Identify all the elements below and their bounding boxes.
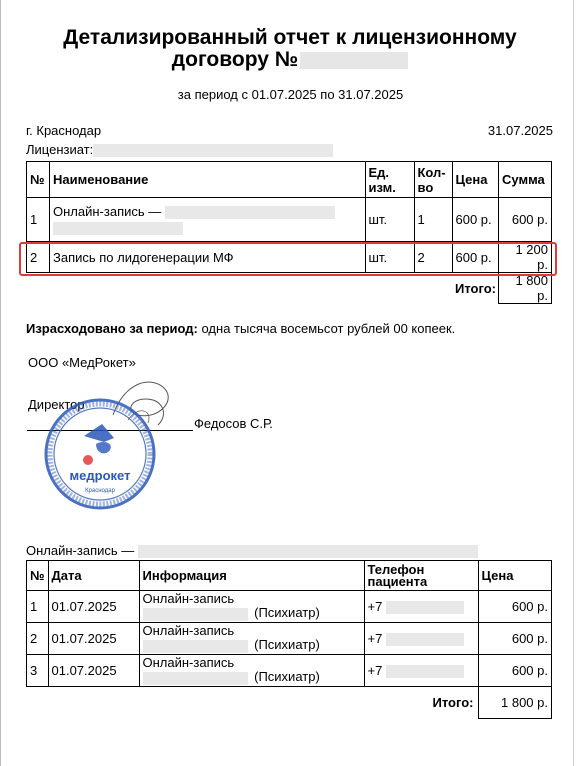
row-date: 01.07.2025 <box>48 623 139 655</box>
redacted-licensee <box>93 144 333 157</box>
spent-text: одна тысяча восемьсот рублей 00 копеек. <box>201 321 456 336</box>
row-phone <box>364 655 478 687</box>
col-header-qty: Кол-во <box>414 162 452 198</box>
row-info <box>139 623 364 655</box>
row-num: 1 <box>27 591 49 623</box>
row-unit: шт. <box>365 242 414 273</box>
row-num: 3 <box>27 655 49 687</box>
redacted-doctor <box>143 672 248 685</box>
director-position: Директор <box>28 397 85 412</box>
col-header-info: Информация <box>139 561 364 591</box>
licensee-label: Лицензиат: <box>26 142 94 157</box>
row-num: 2 <box>27 242 50 273</box>
col-header-phone: Телефон пациента <box>364 561 478 591</box>
document-title-text: Детализированный отчет к лицензионному договору № <box>63 26 517 71</box>
redacted-phone <box>386 601 464 614</box>
stamp-brand: медрокет <box>69 468 131 483</box>
row-info <box>139 591 364 623</box>
city: г. Краснодар <box>26 123 102 138</box>
redacted-contract-number <box>300 52 408 69</box>
records-table <box>26 560 552 719</box>
total-label: Итого: <box>432 695 474 710</box>
row-info-text: Онлайн-запись <box>142 655 235 671</box>
row-phone-prefix: +7 <box>367 662 383 678</box>
row-specialty: (Психиатр) <box>254 669 320 685</box>
row-date: 01.07.2025 <box>48 655 139 687</box>
total-value: 1 800 р. <box>478 687 552 719</box>
row-name: Запись по лидогенерации МФ <box>50 242 366 273</box>
online-records-heading-text: Онлайн-запись — <box>26 543 135 558</box>
page-border <box>0 0 1 766</box>
redacted-doctor <box>143 608 248 621</box>
col-header-sum: Сумма <box>499 162 552 198</box>
row-specialty: (Психиатр) <box>254 637 320 653</box>
redacted-heading <box>138 545 478 558</box>
highlight-box <box>19 242 557 276</box>
col-header-price: Цена <box>478 561 552 591</box>
row-name-text: Онлайн-запись — <box>53 203 162 219</box>
document-title <box>30 27 550 71</box>
table-row <box>27 623 552 655</box>
redacted-doctor <box>143 640 248 653</box>
row-info-text: Онлайн-запись <box>142 591 235 607</box>
row-price: 600 р. <box>452 242 499 273</box>
licensee <box>26 142 333 157</box>
report-period: за период с 01.07.2025 по 31.07.2025 <box>177 87 404 102</box>
row-qty: 2 <box>414 242 452 273</box>
online-records-heading <box>26 543 478 558</box>
stamp-city: Краснодар <box>85 488 115 494</box>
services-table <box>26 161 552 304</box>
row-date: 01.07.2025 <box>48 591 139 623</box>
row-unit: шт. <box>365 198 414 242</box>
row-price: 600 р. <box>452 198 499 242</box>
col-header-date: Дата <box>48 561 139 591</box>
row-num: 1 <box>27 198 50 242</box>
total-label: Итого: <box>455 280 496 296</box>
redacted-phone <box>386 633 464 646</box>
row-price: 600 р. <box>478 623 552 655</box>
col-header-num: № <box>27 561 49 591</box>
total-value: 1 800 р. <box>499 273 552 304</box>
row-sum: 600 р. <box>499 198 552 242</box>
col-header-num: № <box>27 162 50 198</box>
row-sum: 1 200 р. <box>499 242 552 273</box>
col-header-price: Цена <box>452 162 499 198</box>
director-name: Федосов С.Р. <box>194 416 273 431</box>
row-phone-prefix: +7 <box>367 598 383 614</box>
col-header-name: Наименование <box>50 162 366 198</box>
redacted-name <box>53 222 183 235</box>
col-header-unit: Ед. изм. <box>365 162 414 198</box>
row-name <box>50 198 366 242</box>
row-phone-prefix: +7 <box>367 630 383 646</box>
redacted-phone <box>386 665 464 678</box>
table-row <box>27 591 552 623</box>
table-row <box>27 655 552 687</box>
row-qty: 1 <box>414 198 452 242</box>
report-date: 31.07.2025 <box>487 123 553 138</box>
page-border <box>573 0 574 766</box>
row-phone <box>364 623 478 655</box>
company-stamp <box>44 398 156 510</box>
spent-label: Израсходовано за период: <box>26 321 198 336</box>
redacted-name <box>165 206 335 219</box>
spent-summary <box>26 321 455 336</box>
row-phone <box>364 591 478 623</box>
row-info-text: Онлайн-запись <box>142 623 235 639</box>
table-row <box>27 198 552 242</box>
company-name: ООО «МедРокет» <box>28 355 136 370</box>
row-price: 600 р. <box>478 655 552 687</box>
row-specialty: (Психиатр) <box>254 605 320 621</box>
row-info <box>139 655 364 687</box>
row-num: 2 <box>27 623 49 655</box>
row-price: 600 р. <box>478 591 552 623</box>
